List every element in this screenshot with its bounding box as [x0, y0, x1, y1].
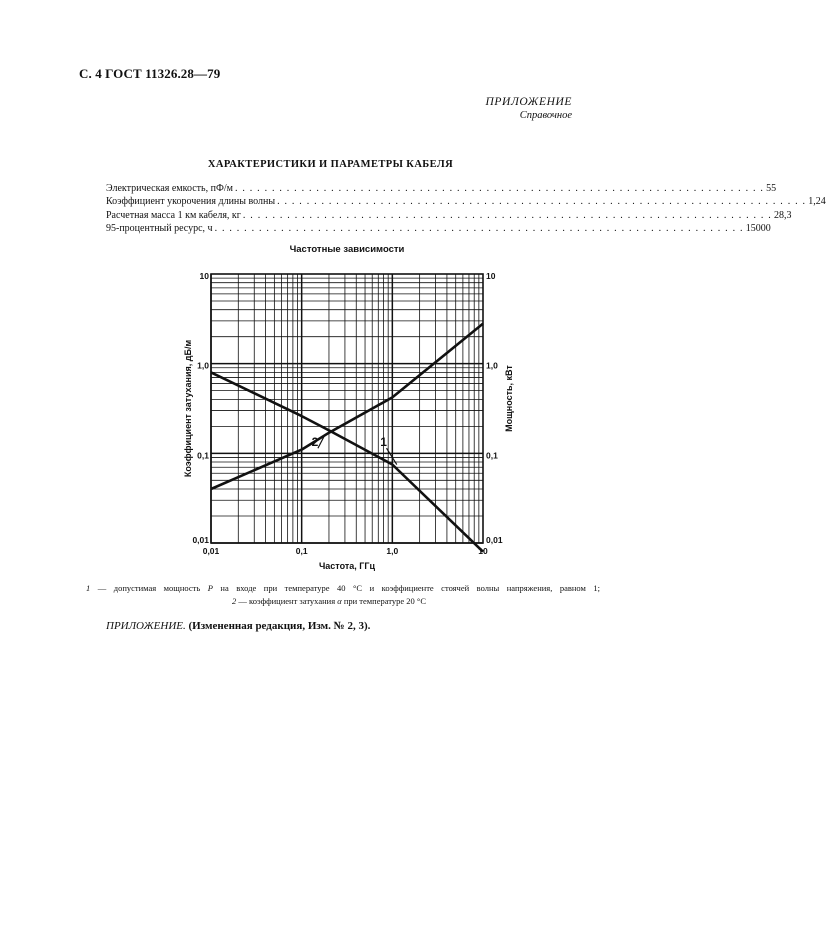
- plot-frame: [211, 274, 483, 543]
- spec-label: Расчетная масса 1 км кабеля, кг: [106, 209, 241, 221]
- spec-value: 55: [766, 183, 777, 194]
- leader-dots: . . . . . . . . . . . . . . . . . . . . . . . . . . . . . . . . . . . . . . . . . . . . . . . . . . . . . . . . . . . . . . . . . . . . . . . .: [277, 196, 807, 208]
- legend-number: 1: [86, 583, 91, 593]
- frequency-chart: [180, 262, 520, 571]
- legend-symbol: P: [207, 583, 213, 593]
- chart-grid: [211, 274, 483, 543]
- series-line-2: [211, 324, 483, 489]
- leader-dots: . . . . . . . . . . . . . . . . . . . . . . . . . . . . . . . . . . . . . . . . . . . . . . . . . . . . . . . . . . . . . . . . . . . . . . . .: [234, 183, 765, 194]
- y-tick-label-left: 1,0: [197, 360, 209, 371]
- chart-title: Частотные зависимости: [289, 244, 405, 255]
- spec-value: 1,24: [808, 196, 826, 208]
- legend-number: 2: [232, 596, 237, 606]
- spec-value: 15000: [745, 222, 771, 234]
- spec-list: [106, 183, 826, 236]
- x-tick-label: 10: [478, 546, 488, 556]
- appendix-label: [486, 96, 572, 122]
- appendix-subtitle: Справочное: [519, 110, 572, 121]
- note-label: ПРИЛОЖЕНИЕ.: [106, 620, 186, 632]
- legend-text: — коэффициент затухания: [236, 596, 338, 606]
- x-axis-label: Частота, ГГц: [318, 561, 376, 571]
- spec-label: Коэффициент укорочения длины волны: [106, 196, 276, 208]
- figure-legend: [86, 582, 600, 608]
- spec-value: 28,3: [774, 209, 792, 221]
- spec-row: [106, 196, 826, 209]
- legend-text: — допустимая мощность: [90, 583, 208, 593]
- legend-symbol: α: [337, 596, 342, 606]
- leader-dots: . . . . . . . . . . . . . . . . . . . . . . . . . . . . . . . . . . . . . . . . . . . . . . . . . . . . . . . . . . . . . . . . . . . . . . . .: [214, 222, 744, 234]
- y-tick-label-left: 10: [199, 271, 209, 281]
- spec-row: [106, 222, 771, 236]
- x-tick-label: 1,0: [386, 546, 399, 556]
- y-tick-label-left: 0,01: [192, 535, 209, 545]
- section-title: ХАРАКТЕРИСТИКИ И ПАРАМЕТРЫ КАБЕЛЯ: [207, 159, 454, 170]
- series-label-1: 1: [380, 435, 387, 450]
- spec-label: Электрическая емкость, пФ/м: [106, 183, 233, 194]
- y-tick-label-right: 0,1: [486, 450, 498, 461]
- y-tick-label-right: 10: [486, 271, 496, 281]
- spec-row: [106, 209, 792, 223]
- amendment-note: [106, 620, 370, 632]
- y-tick-label-right: 0,01: [486, 535, 503, 545]
- y-tick-label-left: 0,1: [197, 450, 209, 461]
- x-tick-label: 0,1: [295, 546, 308, 556]
- appendix-title: ПРИЛОЖЕНИЕ: [485, 96, 572, 108]
- page-header: С. 4 ГОСТ 11326.28—79: [79, 66, 221, 81]
- spec-label: 95-процентный ресурс, ч: [106, 222, 213, 234]
- series-label-2: 2: [311, 435, 319, 450]
- y-axis-label-left: Коэффициент затухания, дБ/м: [183, 339, 193, 478]
- legend-text: при температуре 20 °С: [341, 596, 426, 606]
- y-axis-label-right: Мощность, кВт: [504, 365, 514, 432]
- y-tick-label-right: 1,0: [486, 360, 498, 371]
- note-text: (Измененная редакция, Изм. № 2, 3).: [185, 620, 371, 632]
- spec-row: [106, 183, 777, 196]
- legend-text: на входе при температуре 40 °С и коэффициенте стоячей волны напряжения, равном 1;: [212, 583, 600, 593]
- x-tick-label: 0,01: [202, 546, 220, 556]
- leader-dots: . . . . . . . . . . . . . . . . . . . . . . . . . . . . . . . . . . . . . . . . . . . . . . . . . . . . . . . . . . . . . . . . . . . . . . . .: [242, 209, 772, 221]
- tick-labels: [192, 271, 502, 556]
- legend-line-1: [86, 582, 600, 595]
- legend-line-2: [86, 595, 600, 608]
- series-group: [211, 324, 483, 552]
